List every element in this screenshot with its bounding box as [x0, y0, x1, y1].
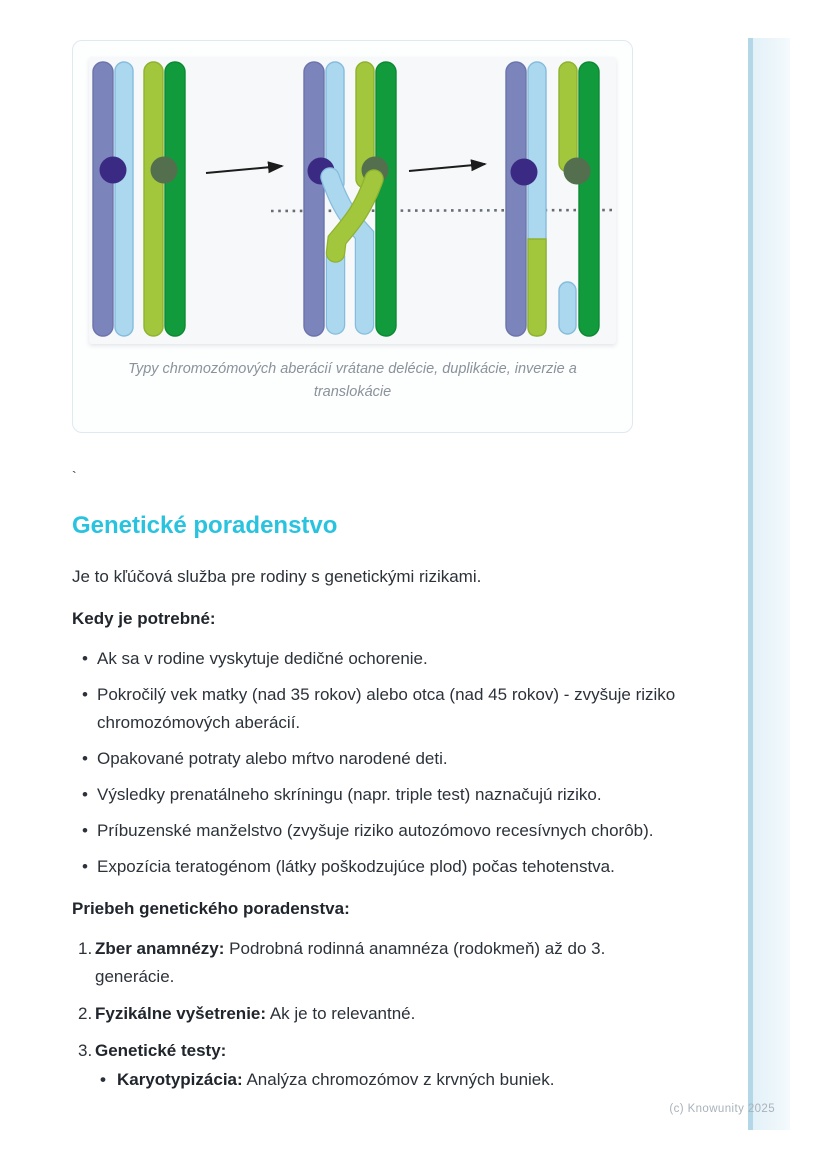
list-item-text: Expozícia teratogénom (látky poškodzujúce plod) počas tehotenstva.: [97, 857, 615, 876]
bullet-icon: •: [82, 685, 88, 704]
copyright-footer: (c) Knowunity 2025: [669, 1103, 775, 1115]
figure-caption: Typy chromozómových aberácií vrátane delécie, duplikácie, inverzie a translokácie: [128, 361, 577, 400]
chromosome-aberration-figure: [89, 57, 616, 344]
step-text: [95, 935, 640, 991]
chromosome-group-normal: [93, 62, 185, 336]
process-steps-list: [72, 935, 735, 1093]
step-number: 2.: [78, 1004, 93, 1023]
arrow-icon: [206, 166, 282, 173]
bullet-icon: •: [82, 821, 88, 840]
bullet-icon: •: [82, 857, 88, 876]
list-item: [72, 781, 692, 809]
chromosome-diagram: [89, 57, 616, 344]
step-body: Ak je to relevantné.: [269, 1004, 416, 1023]
genetic-tests-sublist: [95, 1067, 640, 1093]
chromosome-group-result: [506, 62, 599, 336]
list-item: [72, 1037, 735, 1093]
subheading-process: Priebeh genetického poradenstva:: [72, 899, 350, 918]
substep-text: [117, 1067, 555, 1093]
substep-lead: Karyotypizácia:: [117, 1070, 243, 1089]
step-lead: Genetické testy:: [95, 1041, 227, 1060]
list-item-text: Príbuzenské manželstvo (zvyšuje riziko autozómovo recesívnych chorôb).: [97, 821, 654, 840]
step-lead: Zber anamnézy:: [95, 939, 225, 958]
subheading-when: Kedy je potrebné:: [72, 609, 216, 628]
scrollbar-strip[interactable]: [748, 38, 790, 1130]
when-needed-list: [72, 645, 692, 881]
chromosome-group-crossover: [304, 62, 396, 336]
step-lead: Fyzikálne vyšetrenie:: [95, 1004, 267, 1023]
bullet-icon: •: [100, 1070, 106, 1089]
bullet-icon: •: [82, 785, 88, 804]
arrow-icon: [409, 164, 485, 171]
step-text: [95, 1000, 640, 1028]
step-body: Podrobná rodinná anamnéza (rodokmeň) až do 3. generácie.: [95, 939, 606, 986]
list-item-text: Výsledky prenatálneho skríningu (napr. triple test) naznačujú riziko.: [97, 785, 602, 804]
deleted-fragment: [559, 282, 576, 334]
list-item: [95, 1067, 640, 1093]
list-item: [72, 853, 692, 881]
list-item: [72, 817, 692, 845]
page-title: Genetické poradenstvo: [72, 512, 338, 539]
step-number: 1.: [78, 939, 93, 958]
bullet-icon: •: [82, 749, 88, 768]
list-item-text: Pokročilý vek matky (nad 35 rokov) alebo otca (nad 45 rokov) - zvyšuje riziko chromozómových aberácií.: [97, 685, 676, 732]
step-number: 3.: [78, 1041, 93, 1060]
stray-backtick: `: [72, 468, 77, 484]
list-item: [72, 745, 692, 773]
list-item-text: Opakované potraty alebo mŕtvo narodené deti.: [97, 749, 448, 768]
list-item: [72, 645, 692, 673]
main-content: [72, 511, 735, 1102]
list-item: [72, 681, 692, 737]
list-item: [72, 1000, 735, 1028]
step-text: [95, 1037, 640, 1093]
substep-body: Analýza chromozómov z krvných buniek.: [246, 1070, 555, 1089]
intro-paragraph: Je to kľúčová služba pre rodiny s genetickými rizikami.: [72, 567, 482, 586]
list-item: [72, 935, 735, 991]
list-item-text: Ak sa v rodine vyskytuje dedičné ochorenie.: [97, 649, 428, 668]
figure-card: [72, 40, 633, 433]
bullet-icon: •: [82, 649, 88, 668]
